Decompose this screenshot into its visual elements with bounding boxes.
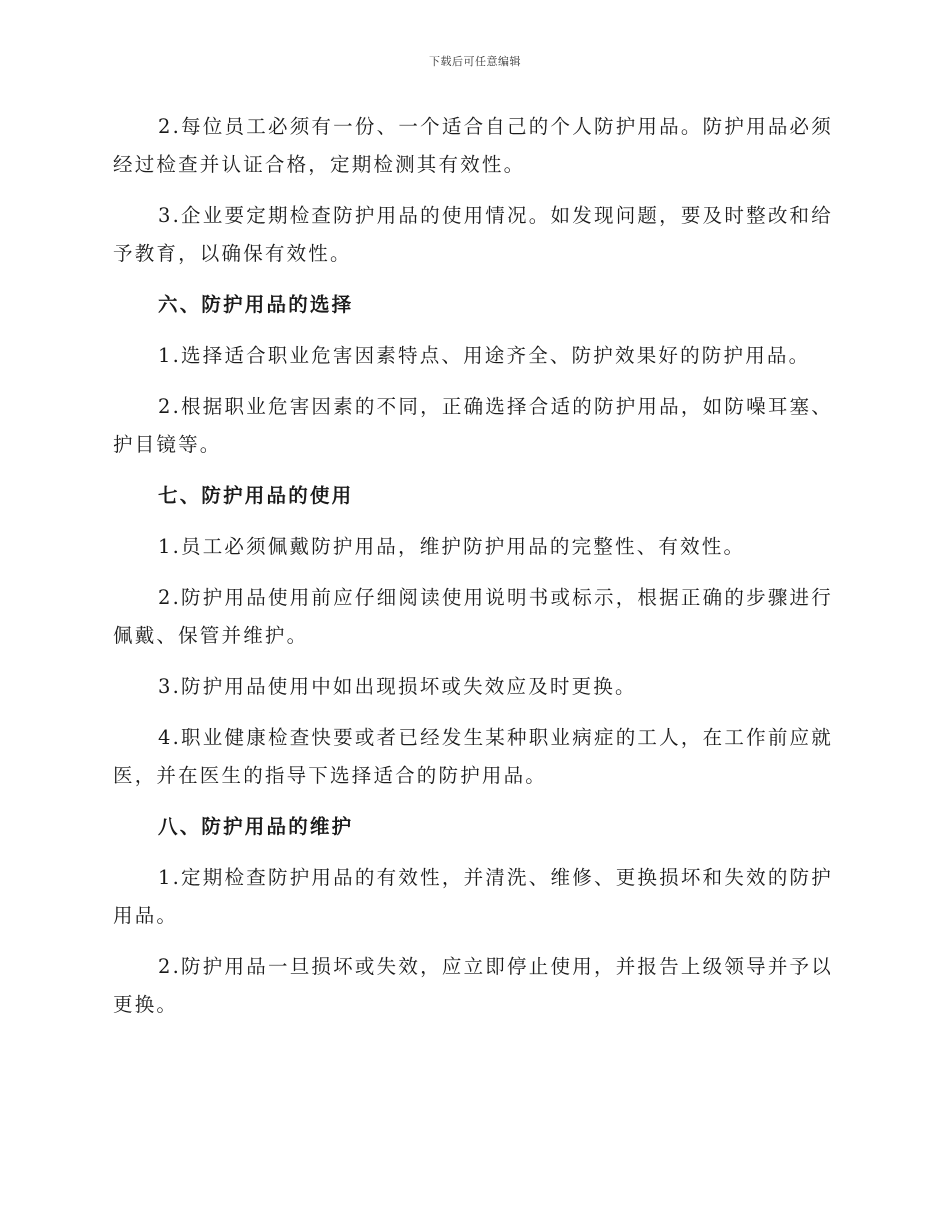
section-heading: 六、防护用品的选择 <box>158 293 354 316</box>
document-body <box>113 108 833 1037</box>
section-heading: 八、防护用品的维护 <box>158 815 354 838</box>
paragraph: 2.根据职业危害因素的不同，正确选择合适的防护用品，如防噪耳塞、护目镜等。 <box>113 395 833 456</box>
page-header: 下载后可任意编辑 <box>429 55 521 68</box>
paragraph: 1.选择适合职业危害因素特点、用途齐全、防护效果好的防护用品。 <box>158 344 811 367</box>
paragraph: 1.定期检查防护用品的有效性，并清洗、维修、更换损坏和失效的防护用品。 <box>113 866 833 927</box>
section-heading: 七、防护用品的使用 <box>158 484 354 507</box>
paragraph: 3.企业要定期检查防护用品的使用情况。如发现问题，要及时整改和给予教育，以确保有效性。 <box>113 204 833 265</box>
paragraph: 2.防护用品一旦损坏或失效，应立即停止使用，并报告上级领导并予以更换。 <box>113 955 833 1016</box>
paragraph: 3.防护用品使用中如出现损坏或失效应及时更换。 <box>158 675 637 698</box>
paragraph: 4.职业健康检查快要或者已经发生某种职业病症的工人，在工作前应就医，并在医生的指导下选择适合的防护用品。 <box>113 726 833 787</box>
paragraph: 2.防护用品使用前应仔细阅读使用说明书或标示，根据正确的步骤进行佩戴、保管并维护。 <box>113 586 833 647</box>
paragraph: 1.员工必须佩戴防护用品，维护防护用品的完整性、有效性。 <box>158 535 746 558</box>
paragraph: 2.每位员工必须有一份、一个适合自己的个人防护用品。防护用品必须经过检查并认证合格，定期检测其有效性。 <box>113 115 833 176</box>
